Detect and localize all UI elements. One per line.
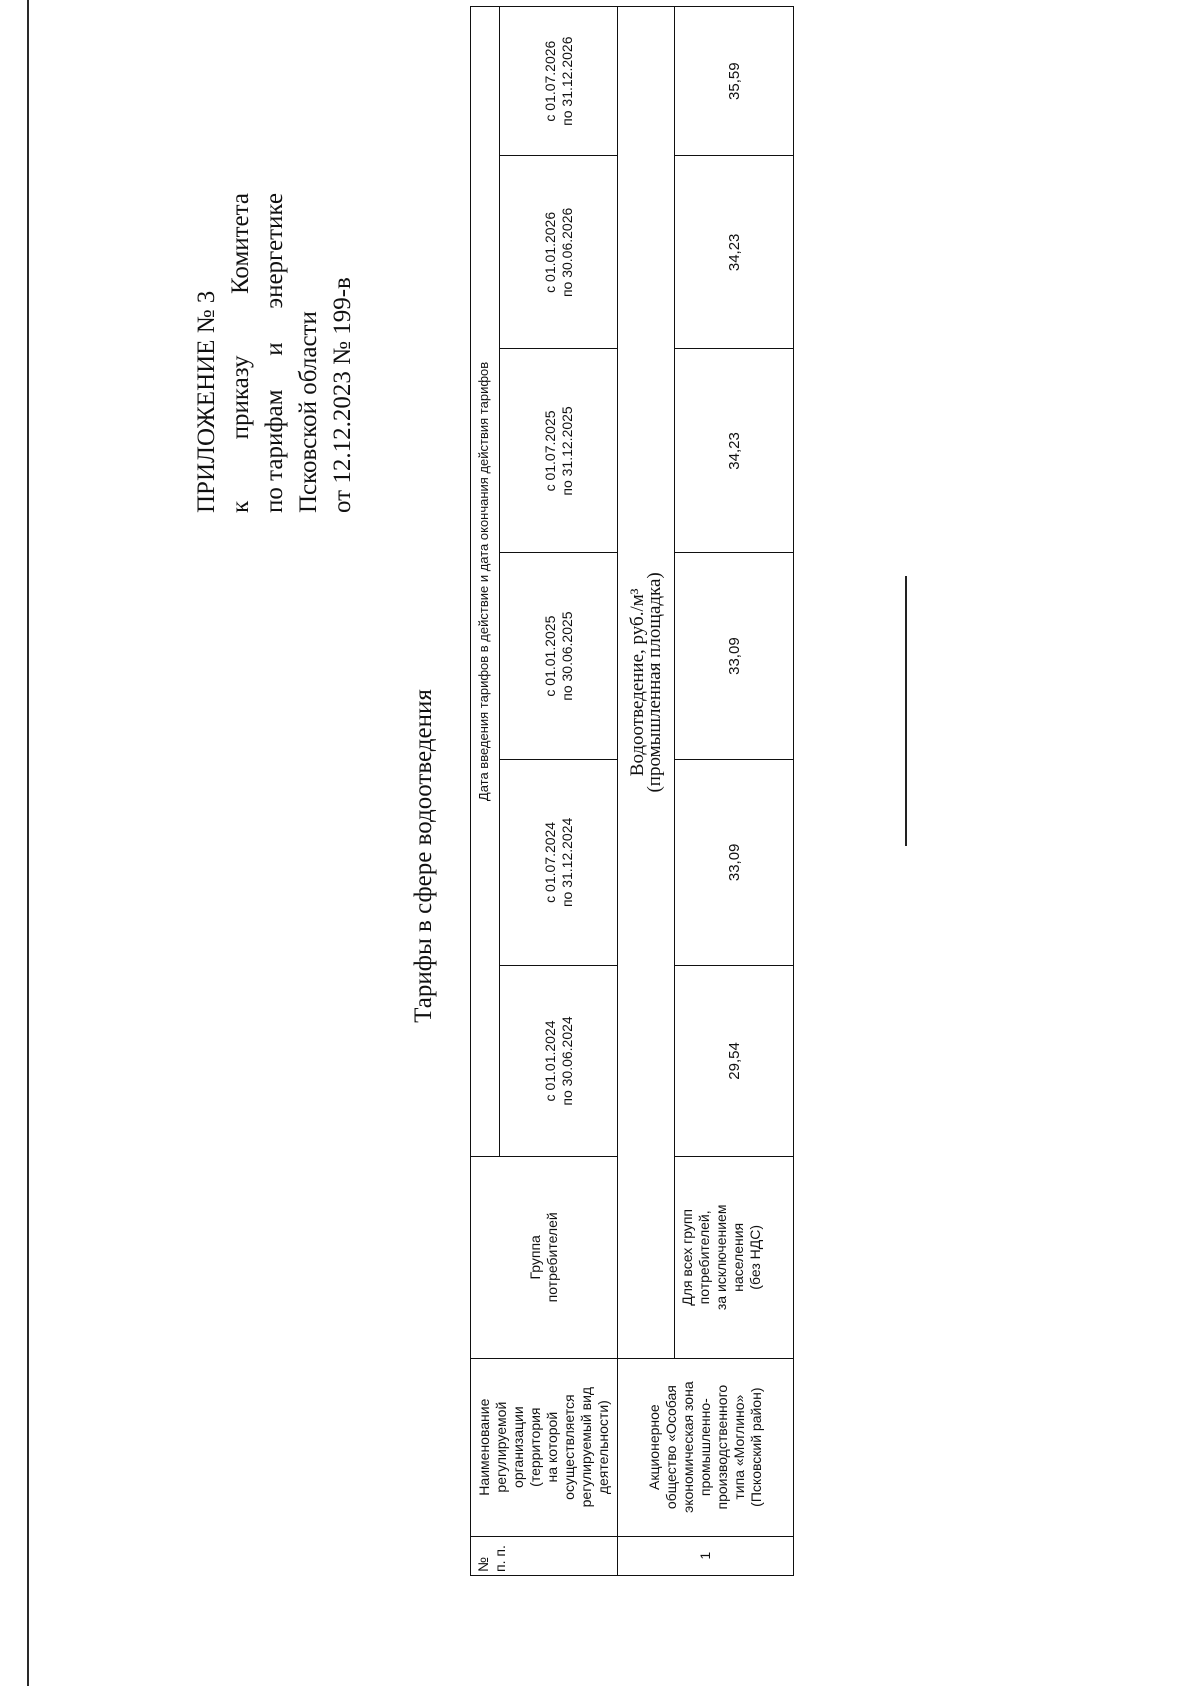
appendix-block — [190, 193, 360, 513]
tariff-value: 35,59 — [675, 7, 794, 156]
period-header: с 01.07.2025 по 31.12.2025 — [500, 349, 618, 553]
header-organization: Наименование регулируемой организации (территория на которой осуществляется регулируемый вид деятельности) — [471, 1358, 618, 1536]
signature-line — [905, 576, 907, 846]
consumer-group: Для всех групп потребителей, за исключением населения (без НДС) — [675, 1156, 794, 1358]
section-heading — [618, 7, 675, 1359]
period-header: с 01.07.2026 по 31.12.2026 — [500, 7, 618, 156]
row-number: 1 — [618, 1536, 794, 1575]
tariff-value: 29,54 — [675, 966, 794, 1157]
period-header: с 01.07.2024 по 31.12.2024 — [500, 759, 618, 965]
appendix-title: ПРИЛОЖЕНИЕ № 3 — [193, 290, 220, 513]
tariff-value: 34,23 — [675, 349, 794, 553]
section-title: Водоотведение, руб./м³ — [627, 588, 648, 777]
period-header: с 01.01.2025 по 30.06.2025 — [500, 553, 618, 759]
tariffs-table — [470, 6, 794, 1576]
header-number: № п. п. — [471, 1536, 618, 1575]
tariff-value: 34,23 — [675, 156, 794, 349]
appendix-line-3: по тарифам и энергетике — [261, 193, 288, 513]
header-group: Группа потребителей — [471, 1156, 618, 1358]
period-header: с 01.01.2024 по 30.06.2024 — [500, 966, 618, 1157]
appendix-line-4: Псковской области — [295, 311, 322, 513]
tariff-value: 33,09 — [675, 759, 794, 965]
rotated-page — [0, 36, 1180, 1676]
header-dates: Дата введения тарифов в действие и дата окончания действия тарифов — [471, 7, 500, 1157]
tariff-value: 33,09 — [675, 553, 794, 759]
section-subtitle: (промышленная площадка) — [644, 572, 665, 793]
appendix-line-2: к приказу Комитета — [227, 193, 254, 513]
organization-name: Акционерное общество «Особая экономическая зона промышленно- производственного типа «Моглино» (Псковский район) — [618, 1358, 794, 1536]
document-title: Тарифы в сфере водоотведения — [410, 689, 437, 1023]
period-header: с 01.01.2026 по 30.06.2026 — [500, 156, 618, 349]
appendix-line-5: от 12.12.2023 № 199-в — [329, 277, 356, 513]
